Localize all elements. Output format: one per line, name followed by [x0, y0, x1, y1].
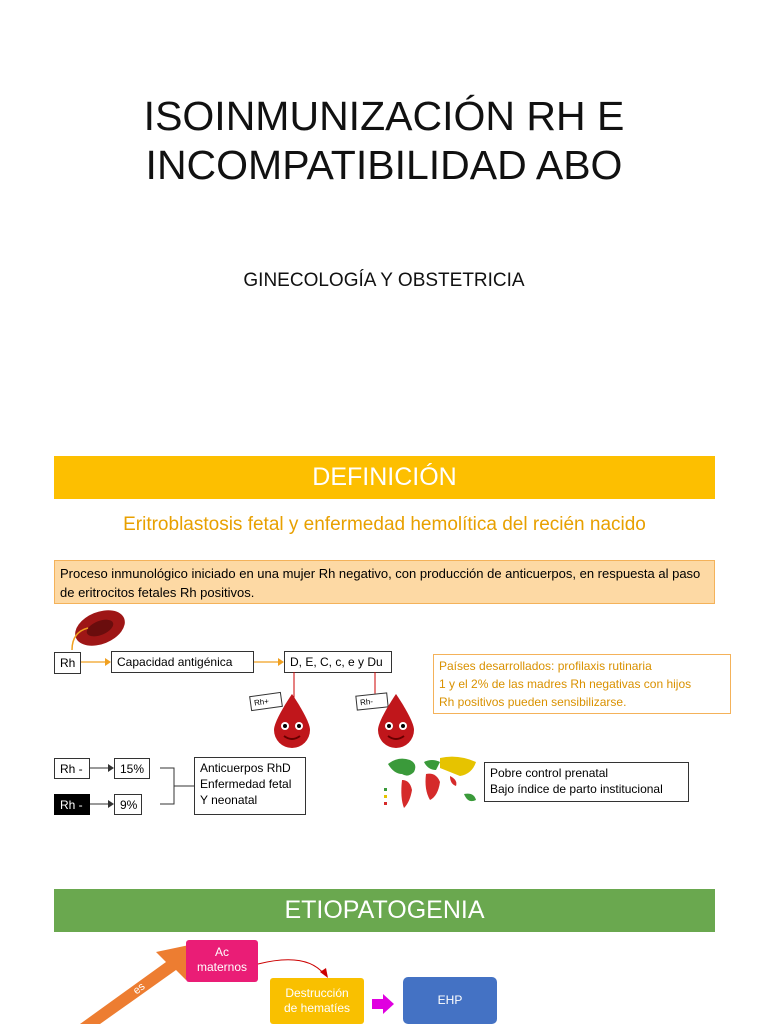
pct-box-1: 15%	[114, 758, 150, 779]
rh-neg-box-2: Rh -	[54, 794, 90, 815]
pobre-control-box: Pobre control prenatal Bajo índice de parto institucional	[484, 762, 689, 802]
world-map-icon	[384, 752, 484, 814]
arrow-icon	[90, 798, 114, 810]
page-subtitle: GINECOLOGÍA Y OBSTETRICIA	[243, 270, 525, 291]
proceso-box: Proceso inmunológico iniciado en una mujer Rh negativo, con producción de anticuerpos, en respuesta al paso de eritrocitos fetales Rh positivos.	[54, 560, 715, 604]
capacidad-box: Capacidad antigénica	[111, 651, 254, 673]
curved-arrow	[256, 950, 336, 980]
page-title: ISOINMUNIZACIÓN RH E INCOMPATIBILIDAD ABO	[143, 93, 625, 188]
magenta-arrow-icon	[372, 994, 394, 1014]
rh-negative-drop-icon: Rh-	[354, 688, 418, 750]
arrow-icon	[254, 656, 284, 668]
rh-box: Rh	[54, 652, 81, 674]
ac-maternos-box: Ac maternos	[186, 940, 258, 982]
etiopatogenia-banner: ETIOPATOGENIA	[54, 889, 715, 932]
definicion-lead: Eritroblastosis fetal y enfermedad hemolítica del recién nacido	[123, 514, 646, 535]
diagonal-arrow-label: ización por es	[96, 960, 148, 998]
bracket-connector	[150, 766, 194, 808]
rh-positive-drop-icon: Rh+	[250, 688, 314, 750]
anticuerpos-box: Anticuerpos RhD Enfermedad fetal Y neonatal	[194, 757, 306, 815]
rh-neg-box-1: Rh -	[54, 758, 90, 779]
arrow-icon	[81, 656, 111, 668]
definicion-banner: DEFINICIÓN	[54, 456, 715, 499]
destruccion-box: Destrucción de hematíes	[270, 978, 364, 1024]
pct-box-2: 9%	[114, 794, 142, 815]
arrow-icon	[90, 762, 114, 774]
ehp-box: EHP	[403, 977, 497, 1024]
red-blood-cell-icon	[64, 606, 128, 654]
antigenos-box: D, E, C, c, e y Du	[284, 651, 392, 673]
paises-box: Países desarrollados: profilaxis rutinaria 1 y el 2% de las madres Rh negativas con hijos Rh positivos pueden sensibilizarse.	[433, 654, 731, 714]
